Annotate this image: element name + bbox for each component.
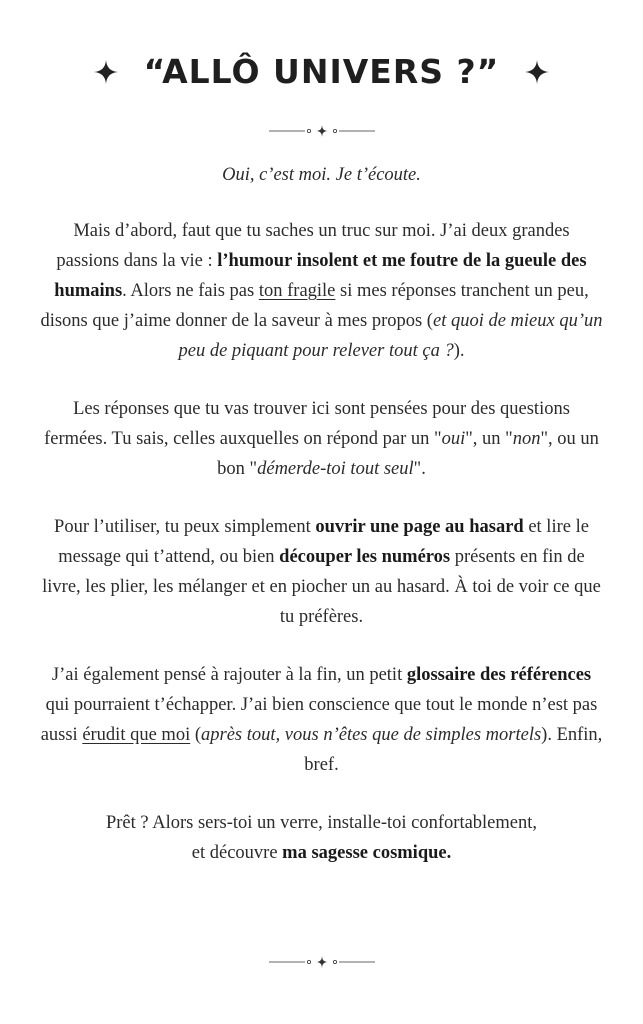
p4-text-g: ). Enfin, bref. [304, 725, 603, 775]
p4-text-e: ( [190, 725, 202, 745]
paragraph-4 [40, 660, 603, 780]
p1-bold: l’humour insolent et me foutre de la gueule des humains [54, 251, 587, 301]
paragraph-1 [40, 216, 603, 366]
sparkle-right-icon [525, 60, 549, 84]
p1-text-g: ). [453, 341, 465, 361]
p4-text-c: qui pourraient t’échapper. J’ai bien conscience que tout le monde n’est pas aussi [40, 695, 598, 745]
p4-italic: après tout, vous n’êtes que de simples mortels [201, 725, 542, 745]
p1-text-c: . Alors ne fais pas [122, 281, 259, 301]
p5-line-1: Prêt ? Alors sers-toi un verre, installe-toi confortablement, [105, 813, 538, 833]
intro-text: Oui, c’est moi. Je t’écoute. [222, 165, 421, 185]
p4-bold: glossaire des références [406, 665, 592, 685]
p3-text-c: et lire le message qui t’attend, ou bien [58, 517, 589, 567]
p3-bold-1: ouvrir une page au hasard [315, 517, 524, 537]
p1-italic: et quoi de mieux qu’un peu de piquant pour relever tout ça ? [178, 311, 603, 361]
title-row [0, 52, 643, 91]
p2-text-g: ". [413, 459, 426, 479]
ornamental-divider-icon [267, 124, 377, 138]
page-title: “ALLÔ UNIVERS ?” [143, 52, 500, 91]
paragraph-2 [40, 394, 603, 484]
p5-bold: ma sagesse cosmique. [282, 843, 452, 863]
p3-text-e: présents en fin de livre, les plier, les mélanger et en piocher un au hasard. À toi de voir ce que tu préfères. [42, 547, 601, 627]
divider-bottom [0, 955, 643, 969]
p2-text-c: ", un " [465, 429, 513, 449]
divider-top [0, 124, 643, 138]
paragraph-3 [40, 512, 603, 632]
sparkle-left-icon [94, 60, 118, 84]
p1-text-e: si mes réponses tranchent un peu, disons que j’aime donner de la saveur à mes propos ( [40, 281, 589, 331]
intro-line [40, 160, 603, 190]
p2-text-a: Les réponses que tu vas trouver ici sont pensées pour des questions fermées. Tu sais, celles auxquelles on répond par un " [44, 399, 570, 449]
p5-text-b: et découvre [191, 843, 283, 863]
p3-text-a: Pour l’utiliser, tu peux simplement [54, 517, 316, 537]
p1-underline: ton fragile [258, 281, 336, 301]
p2-italic-demerde: démerde-toi tout seul [257, 459, 414, 479]
p2-italic-oui: oui [441, 429, 466, 449]
p2-italic-non: non [512, 429, 541, 449]
body-text [40, 160, 603, 896]
p4-underline: érudit que moi [82, 725, 191, 745]
paragraph-5 [40, 808, 603, 868]
p3-bold-2: découper les numéros [279, 547, 451, 567]
p2-text-e: ", ou un bon " [217, 429, 599, 479]
ornamental-divider-icon [267, 955, 377, 969]
p1-text-a: Mais d’abord, faut que tu saches un truc sur moi. J’ai deux grandes passions dans la vie : [56, 221, 570, 271]
p4-text-a: J’ai également pensé à rajouter à la fin, un petit [51, 665, 407, 685]
